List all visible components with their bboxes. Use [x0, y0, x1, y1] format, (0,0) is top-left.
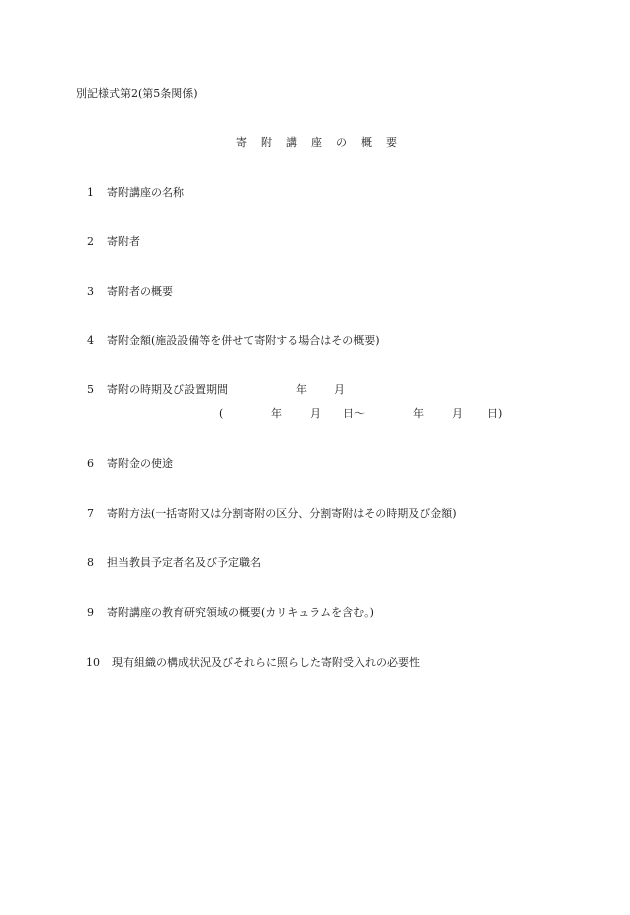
item-number: 5: [87, 383, 94, 396]
item-number: 10: [86, 656, 100, 669]
item-number: 3: [87, 285, 94, 298]
form-reference: 別記様式第2(第5条関係): [76, 87, 198, 100]
item-label: 寄附の時期及び設置期間: [107, 383, 228, 396]
title-char: 附: [261, 136, 272, 149]
establishment-year: 年: [296, 383, 307, 396]
period-end-day: 日): [487, 407, 503, 420]
title-char: 講: [286, 136, 297, 149]
item-label: 寄附金の使途: [107, 457, 173, 470]
period-end-year: 年: [413, 407, 424, 420]
item-number: 9: [87, 606, 94, 619]
document-title: [236, 137, 411, 148]
item-number: 2: [87, 235, 94, 248]
title-char: 座: [311, 136, 322, 149]
period-end-month: 月: [452, 407, 463, 420]
establishment-month: 月: [334, 383, 345, 396]
item-number: 6: [87, 457, 94, 470]
item-number: 1: [87, 186, 94, 199]
item-label: 寄附者の概要: [107, 285, 173, 298]
period-start-day: 日〜: [343, 407, 365, 420]
title-char: 寄: [236, 136, 247, 149]
item-label: 寄附金額(施設設備等を併せて寄附する場合はその概要): [107, 334, 380, 347]
title-char: 要: [386, 136, 397, 149]
period-start-year: 年: [271, 407, 282, 420]
item-number: 4: [87, 334, 94, 347]
item-label: 寄附者: [107, 235, 140, 248]
item-number: 7: [87, 507, 94, 520]
period-open-paren: (: [219, 407, 224, 420]
item-number: 8: [87, 556, 94, 569]
period-start-month: 月: [310, 407, 321, 420]
item-label: 現有組織の構成状況及びそれらに照らした寄附受入れの必要性: [112, 656, 420, 669]
item-label: 担当教員予定者名及び予定職名: [107, 556, 261, 569]
item-label: 寄附講座の教育研究領域の概要(カリキュラムを含む。): [107, 606, 374, 619]
title-char: の: [336, 136, 347, 149]
item-label: 寄附方法(一括寄附又は分割寄附の区分、分割寄附はその時期及び金額): [107, 507, 457, 520]
item-label: 寄附講座の名称: [107, 186, 184, 199]
title-char: 概: [361, 136, 372, 149]
